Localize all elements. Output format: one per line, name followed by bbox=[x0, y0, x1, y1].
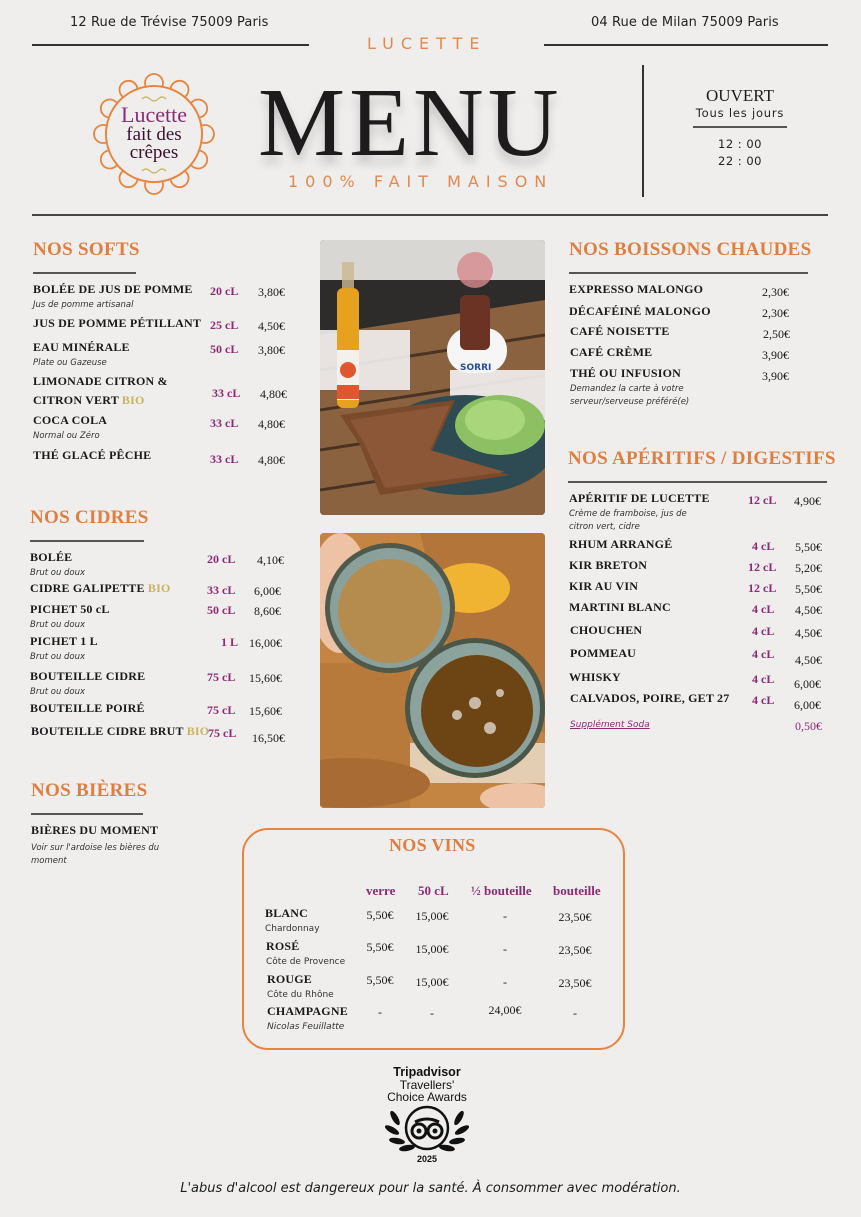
item-volume: 12 cL bbox=[748, 560, 777, 574]
item-volume: 33 cL bbox=[212, 386, 241, 400]
menu-item: POMMEAU bbox=[570, 646, 637, 660]
item-volume: 4 cL bbox=[752, 624, 775, 638]
wine-row: ROSÉ Côte de Provence bbox=[266, 939, 346, 967]
item-volume: 33 cL bbox=[210, 416, 239, 430]
award-brand: Tripadvisor bbox=[393, 1065, 461, 1079]
item-price: 4,80€ bbox=[260, 387, 287, 401]
section-rule-aperitifs bbox=[568, 481, 827, 483]
item-price: 2,30€ bbox=[762, 285, 789, 299]
address-left: 12 Rue de Trévise 75009 Paris bbox=[70, 15, 269, 30]
section-title-chaudes: NOS BOISSONS CHAUDES bbox=[569, 239, 812, 260]
bio-badge: BIO bbox=[121, 393, 145, 407]
menu-item: APÉRITIF DE LUCETTE Crème de framboise, jus de citron vert, cidre bbox=[569, 491, 710, 532]
hours-days: Tous les jours bbox=[695, 106, 785, 120]
item-price: 5,50€ bbox=[795, 582, 822, 596]
menu-item: CALVADOS, POIRE, GET 27 bbox=[570, 691, 730, 705]
item-price: 4,90€ bbox=[794, 494, 821, 508]
award-line-3: Choice Awards bbox=[387, 1089, 467, 1104]
item-price: 15,60€ bbox=[249, 704, 282, 718]
item-price: 3,80€ bbox=[258, 343, 285, 357]
photo-crepe-and-cider bbox=[320, 240, 545, 515]
section-rule-softs bbox=[33, 272, 136, 274]
menu-item: DÉCAFÉINÉ MALONGO bbox=[569, 304, 711, 318]
item-price: 4,50€ bbox=[258, 319, 285, 333]
item-price: 8,60€ bbox=[254, 604, 281, 618]
award-line-2: Travellers' bbox=[399, 1077, 455, 1092]
hours-open: 12 : 00 bbox=[718, 137, 762, 151]
item-price: 4,80€ bbox=[258, 453, 285, 467]
menu-item: CAFÉ CRÈME bbox=[570, 345, 653, 359]
item-price: 6,00€ bbox=[794, 677, 821, 691]
item-volume: 50 cL bbox=[210, 342, 239, 356]
item-volume: 75 cL bbox=[208, 726, 237, 740]
menu-item: CAFÉ NOISETTE bbox=[570, 324, 670, 338]
alcohol-warning: L'abus d'alcool est dangereux pour la santé. À consommer avec modération. bbox=[180, 1181, 681, 1196]
menu-item: JUS DE POMME PÉTILLANT bbox=[33, 316, 202, 330]
item-price: 4,50€ bbox=[795, 653, 822, 667]
item-volume: 12 cL bbox=[748, 581, 777, 595]
brand-name: LUCETTE bbox=[367, 34, 487, 53]
menu-item: CIDRE GALIPETTE BIO bbox=[30, 581, 171, 595]
menu-item: LIMONADE CITRON & CITRON VERT BIO bbox=[33, 374, 168, 407]
wine-col-header: bouteille bbox=[553, 883, 601, 898]
opening-hours bbox=[690, 86, 790, 170]
svg-text:SORRI: SORRI bbox=[460, 363, 492, 373]
item-price: 6,00€ bbox=[794, 698, 821, 712]
supplement-soda-price: 0,50€ bbox=[795, 719, 822, 733]
logo-line-1: Lucette bbox=[121, 102, 187, 127]
section-rule-cidres bbox=[30, 540, 144, 542]
address-right: 04 Rue de Milan 75009 Paris bbox=[591, 15, 779, 30]
menu-item: COCA COLA Normal ou Zéro bbox=[33, 413, 108, 441]
section-title-cidres: NOS CIDRES bbox=[30, 507, 149, 528]
item-price: 3,90€ bbox=[762, 348, 789, 362]
item-price: 2,50€ bbox=[763, 327, 790, 341]
wine-col-header: ½ bouteille bbox=[471, 883, 532, 898]
menu-item: PICHET 50 cL Brut ou doux bbox=[30, 602, 110, 630]
tripadvisor-owl-laurel-icon bbox=[385, 1104, 469, 1154]
menu-item: KIR BRETON bbox=[569, 558, 648, 572]
item-price: 3,80€ bbox=[258, 285, 285, 299]
item-volume: 20 cL bbox=[207, 552, 236, 566]
tripadvisor-award bbox=[366, 1066, 488, 1103]
section-rule-chaudes bbox=[569, 272, 808, 274]
item-price: 4,50€ bbox=[795, 626, 822, 640]
menu-item: BOUTEILLE POIRÉ bbox=[30, 701, 145, 715]
wine-col-header: verre bbox=[366, 883, 396, 898]
logo bbox=[92, 72, 216, 196]
item-volume: 4 cL bbox=[752, 539, 775, 553]
wine-row: ROUGE Côte du Rhône bbox=[267, 972, 334, 1000]
menu-item: THÉ OU INFUSION Demandez la carte à votre serveur/serveuse préféré(e) bbox=[570, 366, 690, 407]
item-volume: 12 cL bbox=[748, 493, 777, 507]
item-volume: 75 cL bbox=[207, 703, 236, 717]
award-year: 2025 bbox=[416, 1154, 438, 1164]
wine-row: CHAMPAGNE Nicolas Feuillatte bbox=[267, 1004, 348, 1032]
menu-item: BOUTEILLE CIDRE BRUT BIO bbox=[31, 724, 210, 738]
item-volume: 50 cL bbox=[207, 603, 236, 617]
item-volume: 20 cL bbox=[210, 284, 239, 298]
menu-item: BOUTEILLE CIDRE Brut ou doux bbox=[30, 669, 146, 697]
menu-item: THÉ GLACÉ PÊCHE bbox=[33, 448, 152, 462]
item-price: 16,50€ bbox=[252, 731, 285, 745]
item-volume: 4 cL bbox=[752, 672, 775, 686]
menu-item: PICHET 1 L Brut ou doux bbox=[30, 634, 98, 662]
item-price: 15,60€ bbox=[249, 671, 282, 685]
item-volume: 4 cL bbox=[752, 647, 775, 661]
section-title-softs: NOS SOFTS bbox=[33, 239, 140, 260]
item-price: 6,00€ bbox=[254, 584, 281, 598]
hours-label: OUVERT bbox=[706, 86, 774, 105]
section-rule-bieres bbox=[31, 813, 143, 815]
menu-item: KIR AU VIN bbox=[569, 579, 639, 593]
menu-item: WHISKY bbox=[569, 670, 621, 684]
menu-item: BIÈRES DU MOMENT Voir sur l'ardoise les bières du moment bbox=[31, 823, 160, 866]
header-vertical-divider bbox=[642, 65, 644, 197]
logo-line-2: fait des bbox=[126, 124, 182, 145]
wine-col-header: 50 cL bbox=[418, 883, 449, 898]
item-volume: 33 cL bbox=[210, 452, 239, 466]
item-price: 5,50€ bbox=[795, 540, 822, 554]
item-volume: 4 cL bbox=[752, 693, 775, 707]
item-volume: 25 cL bbox=[210, 318, 239, 332]
header-rule-left bbox=[32, 44, 309, 46]
item-price: 4,10€ bbox=[257, 553, 284, 567]
menu-item: EAU MINÉRALE Plate ou Gazeuse bbox=[33, 340, 130, 368]
item-price: 3,90€ bbox=[762, 369, 789, 383]
item-volume: 75 cL bbox=[207, 670, 236, 684]
bio-badge: BIO bbox=[186, 724, 210, 738]
hours-rule bbox=[693, 126, 787, 128]
item-volume: 4 cL bbox=[752, 602, 775, 616]
logo-line-3: crêpes bbox=[129, 142, 179, 163]
bio-badge: BIO bbox=[147, 581, 171, 595]
section-title-bieres: NOS BIÈRES bbox=[31, 780, 148, 801]
menu-item: EXPRESSO MALONGO bbox=[569, 282, 704, 296]
wine-row: BLANC Chardonnay bbox=[265, 906, 320, 934]
menu-item: RHUM ARRANGÉ bbox=[569, 537, 673, 551]
supplement-soda-link[interactable]: Supplément Soda bbox=[570, 720, 650, 730]
header-bottom-rule bbox=[32, 214, 828, 216]
item-price: 4,50€ bbox=[795, 603, 822, 617]
hours-close: 22 : 00 bbox=[718, 154, 762, 168]
menu-item: MARTINI BLANC bbox=[569, 600, 671, 614]
item-price: 4,80€ bbox=[258, 417, 285, 431]
header-rule-right bbox=[544, 44, 828, 46]
menu-item: BOLÉE Brut ou doux bbox=[30, 550, 86, 578]
menu-subtitle: 100% FAIT MAISON bbox=[288, 172, 554, 191]
menu-item: CHOUCHEN bbox=[570, 623, 643, 637]
item-volume: 33 cL bbox=[207, 583, 236, 597]
item-volume: 1 L bbox=[221, 635, 239, 649]
section-title-vins: NOS VINS bbox=[389, 835, 476, 855]
item-price: 16,00€ bbox=[249, 636, 282, 650]
menu-title: MENU bbox=[258, 69, 563, 177]
photo-cider-bowls bbox=[320, 533, 545, 808]
menu-item: BOLÉE DE JUS DE POMME Jus de pomme artisanal bbox=[33, 282, 193, 310]
section-title-aperitifs: NOS APÉRITIFS / DIGESTIFS bbox=[568, 448, 836, 469]
item-price: 2,30€ bbox=[762, 306, 789, 320]
item-price: 5,20€ bbox=[795, 561, 822, 575]
